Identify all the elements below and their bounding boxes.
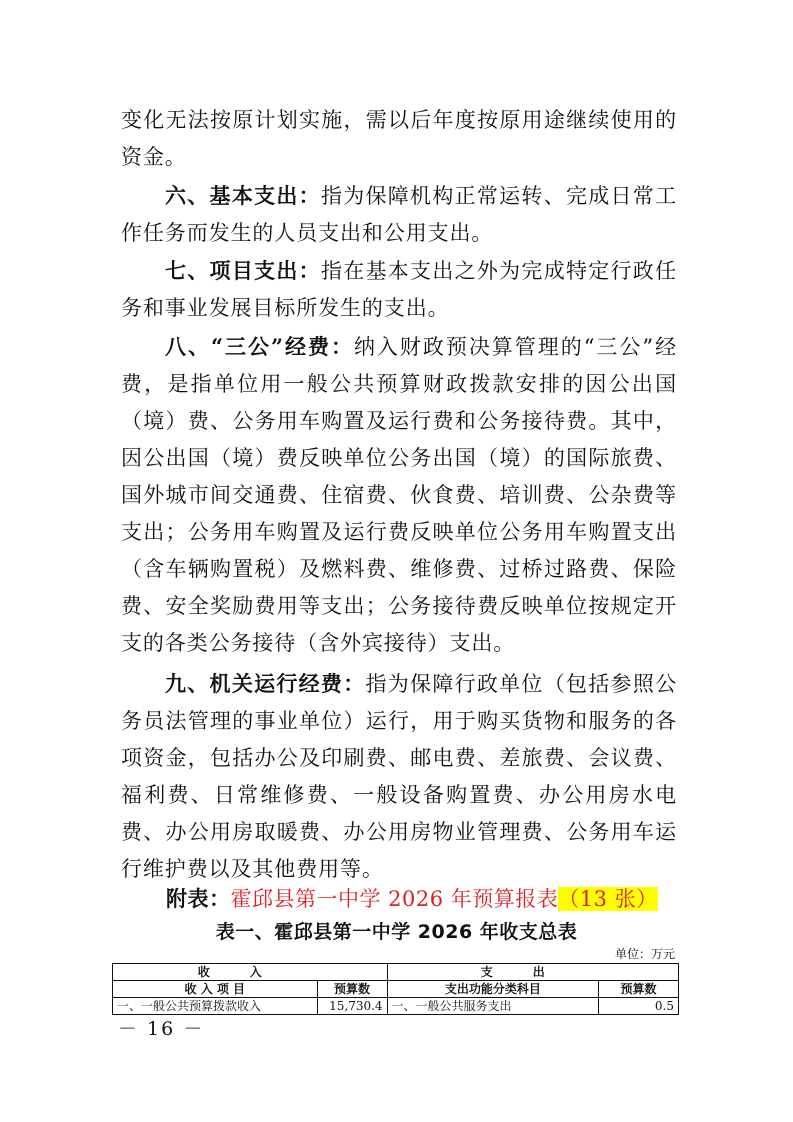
table-unit: 单位：万元 (614, 947, 675, 961)
income-item-header: 收 入 项 目 (113, 981, 318, 998)
income-amount-header: 预算数 (317, 981, 387, 998)
definition-heading: 七、项目支出： (165, 258, 321, 283)
definition-text: 指为保障行政单位（包括参照公务员法管理的事业单位）运行，用于购买货物和服务的各项资金，包括办公及印刷费、邮电费、差旅费、会议费、福利费、日常维修费、一般设备购置费、办公用房水电费、办公用房取暖费、办公用房物业管理费、公务用车运行维护费以及其他费用等。 (121, 672, 677, 881)
definition-basic-expenditure (121, 177, 677, 252)
expense-item-header: 支出功能分类科目 (387, 981, 599, 998)
expense-item-cell: 一、一般公共服务支出 (387, 998, 599, 1015)
paragraph-continuation (121, 102, 677, 176)
definition-heading: 六、基本支出： (165, 183, 321, 208)
appendix-line (166, 884, 658, 914)
table-column-header-row (113, 981, 679, 998)
definition-heading: 八、“三公”经费： (165, 334, 354, 359)
income-item-cell: 一、一般公共预算拨款收入 (113, 998, 318, 1015)
definition-agency-operating-funds (121, 665, 677, 888)
definition-heading: 九、机关运行经费： (165, 671, 366, 696)
table-title: 表一、霍邱县第一中学 2026 年收支总表 (215, 921, 578, 943)
appendix-count-highlight: （13 张） (558, 887, 658, 911)
table-group-header-row (113, 964, 679, 981)
income-group-header: 收入 (113, 964, 388, 981)
budget-summary-table (112, 963, 679, 1015)
definition-text: 指为保障机构正常运转、完成日常工作任务而发生的人员支出和公用支出。 (121, 184, 677, 245)
expense-amount-cell: 0.5 (599, 998, 679, 1015)
income-amount-cell: 15,730.4 (317, 998, 387, 1015)
paragraph-text: 变化无法按原计划实施，需以后年度按原用途继续使用的资金。 (121, 108, 677, 169)
page-number: － 16 － (118, 1018, 205, 1040)
definition-text: 纳入财政预决算管理的“三公”经费，是指单位用一般公共预算财政拨款安排的因公出国（境）费、公务用车购置及运行费和公务接待费。其中，因公出国（境）费反映单位公务出国（境）的国际旅费、国外城市间交通费、住宿费、伙食费、培训费、公杂费等支出；公务用车购置及运行费反映单位公务用车购置支出（含车辆购置税）及燃料费、维修费、过桥过路费、保险费、安全奖励费用等支出；公务接待费反映单位按规定开支的各类公务接待（含外宾接待）支出。 (121, 335, 677, 655)
definition-three-public-funds (121, 328, 677, 662)
expense-group-header: 支出 (387, 964, 678, 981)
definition-project-expenditure (121, 252, 677, 327)
expense-amount-header: 预算数 (599, 981, 679, 998)
definition-text: 指在基本支出之外为完成特定行政任务和事业发展目标所发生的支出。 (121, 259, 677, 320)
table-row (113, 998, 679, 1015)
appendix-title: 霍邱县第一中学 2026 年预算报表 (230, 887, 559, 911)
appendix-label: 附表： (166, 886, 231, 911)
